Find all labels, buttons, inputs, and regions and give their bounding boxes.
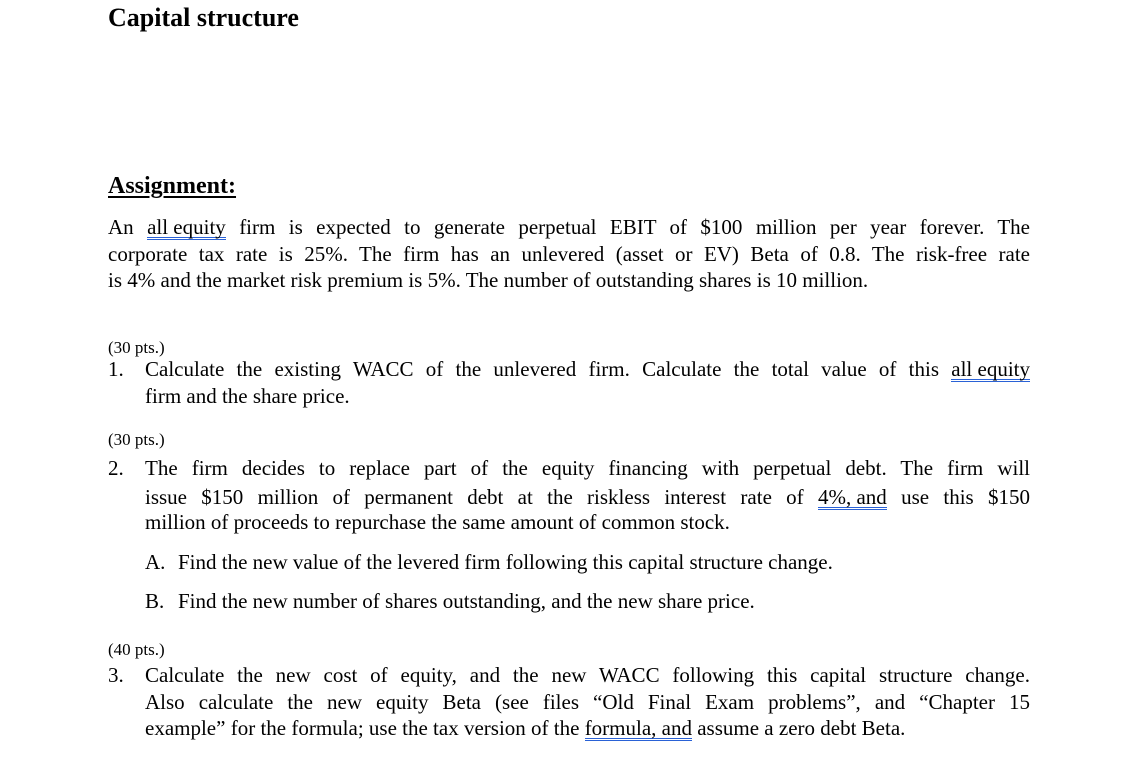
question-number: 3. [108, 663, 124, 687]
question-number: 1. [108, 357, 124, 381]
question-line [145, 356, 1030, 382]
question-line [145, 484, 1030, 510]
points-label: (30 pts.) [108, 338, 165, 357]
text: use this $150 [886, 485, 1030, 509]
text: issue $150 million of permanent debt at the riskless interest rate of [145, 485, 818, 509]
points-label: (30 pts.) [108, 430, 165, 449]
intro-line-1 [108, 214, 1030, 240]
document-title: Capital structure [108, 3, 299, 32]
subitem-b: Find the new number of shares outstanding, and the new share price. [178, 589, 755, 613]
text: assume a zero debt Beta. [691, 716, 906, 740]
intro-line-3: is 4% and the market risk premium is 5%. The number of outstanding shares is 10 million. [108, 268, 869, 292]
question-number: 2. [108, 456, 124, 480]
question-line: million of proceeds to repurchase the same amount of common stock. [145, 510, 730, 534]
spellcheck-underline[interactable]: all equity [147, 215, 226, 239]
question-line: firm and the share price. [145, 384, 350, 408]
text: firm is expected to generate perpetual EBIT of $100 million per year forever. The [225, 215, 1030, 239]
text: An [108, 215, 148, 239]
assignment-heading: Assignment: [108, 173, 237, 199]
spellcheck-underline[interactable]: formula, and [584, 716, 692, 740]
question-line: The firm decides to replace part of the equity financing with perpetual debt. The firm will [145, 456, 1030, 480]
subitem-label-b: B. [145, 589, 165, 613]
subitem-a: Find the new value of the levered firm following this capital structure change. [178, 550, 833, 574]
subitem-label-a: A. [145, 550, 166, 574]
question-line: Calculate the new cost of equity, and the new WACC following this capital structure change. [145, 663, 1030, 687]
text: example” for the formula; use the tax version of the [145, 716, 585, 740]
intro-line-2: corporate tax rate is 25%. The firm has an unlevered (asset or EV) Beta of 0.8. The risk-free rate [108, 242, 1030, 266]
spellcheck-underline[interactable]: 4%, and [817, 485, 887, 509]
question-line: Also calculate the new equity Beta (see files “Old Final Exam problems”, and “Chapter 15 [145, 690, 1030, 714]
question-line [145, 715, 905, 741]
spellcheck-underline[interactable]: all equity [951, 357, 1030, 381]
points-label: (40 pts.) [108, 640, 165, 659]
text: Calculate the existing WACC of the unlevered firm. Calculate the total value of this [145, 357, 952, 381]
